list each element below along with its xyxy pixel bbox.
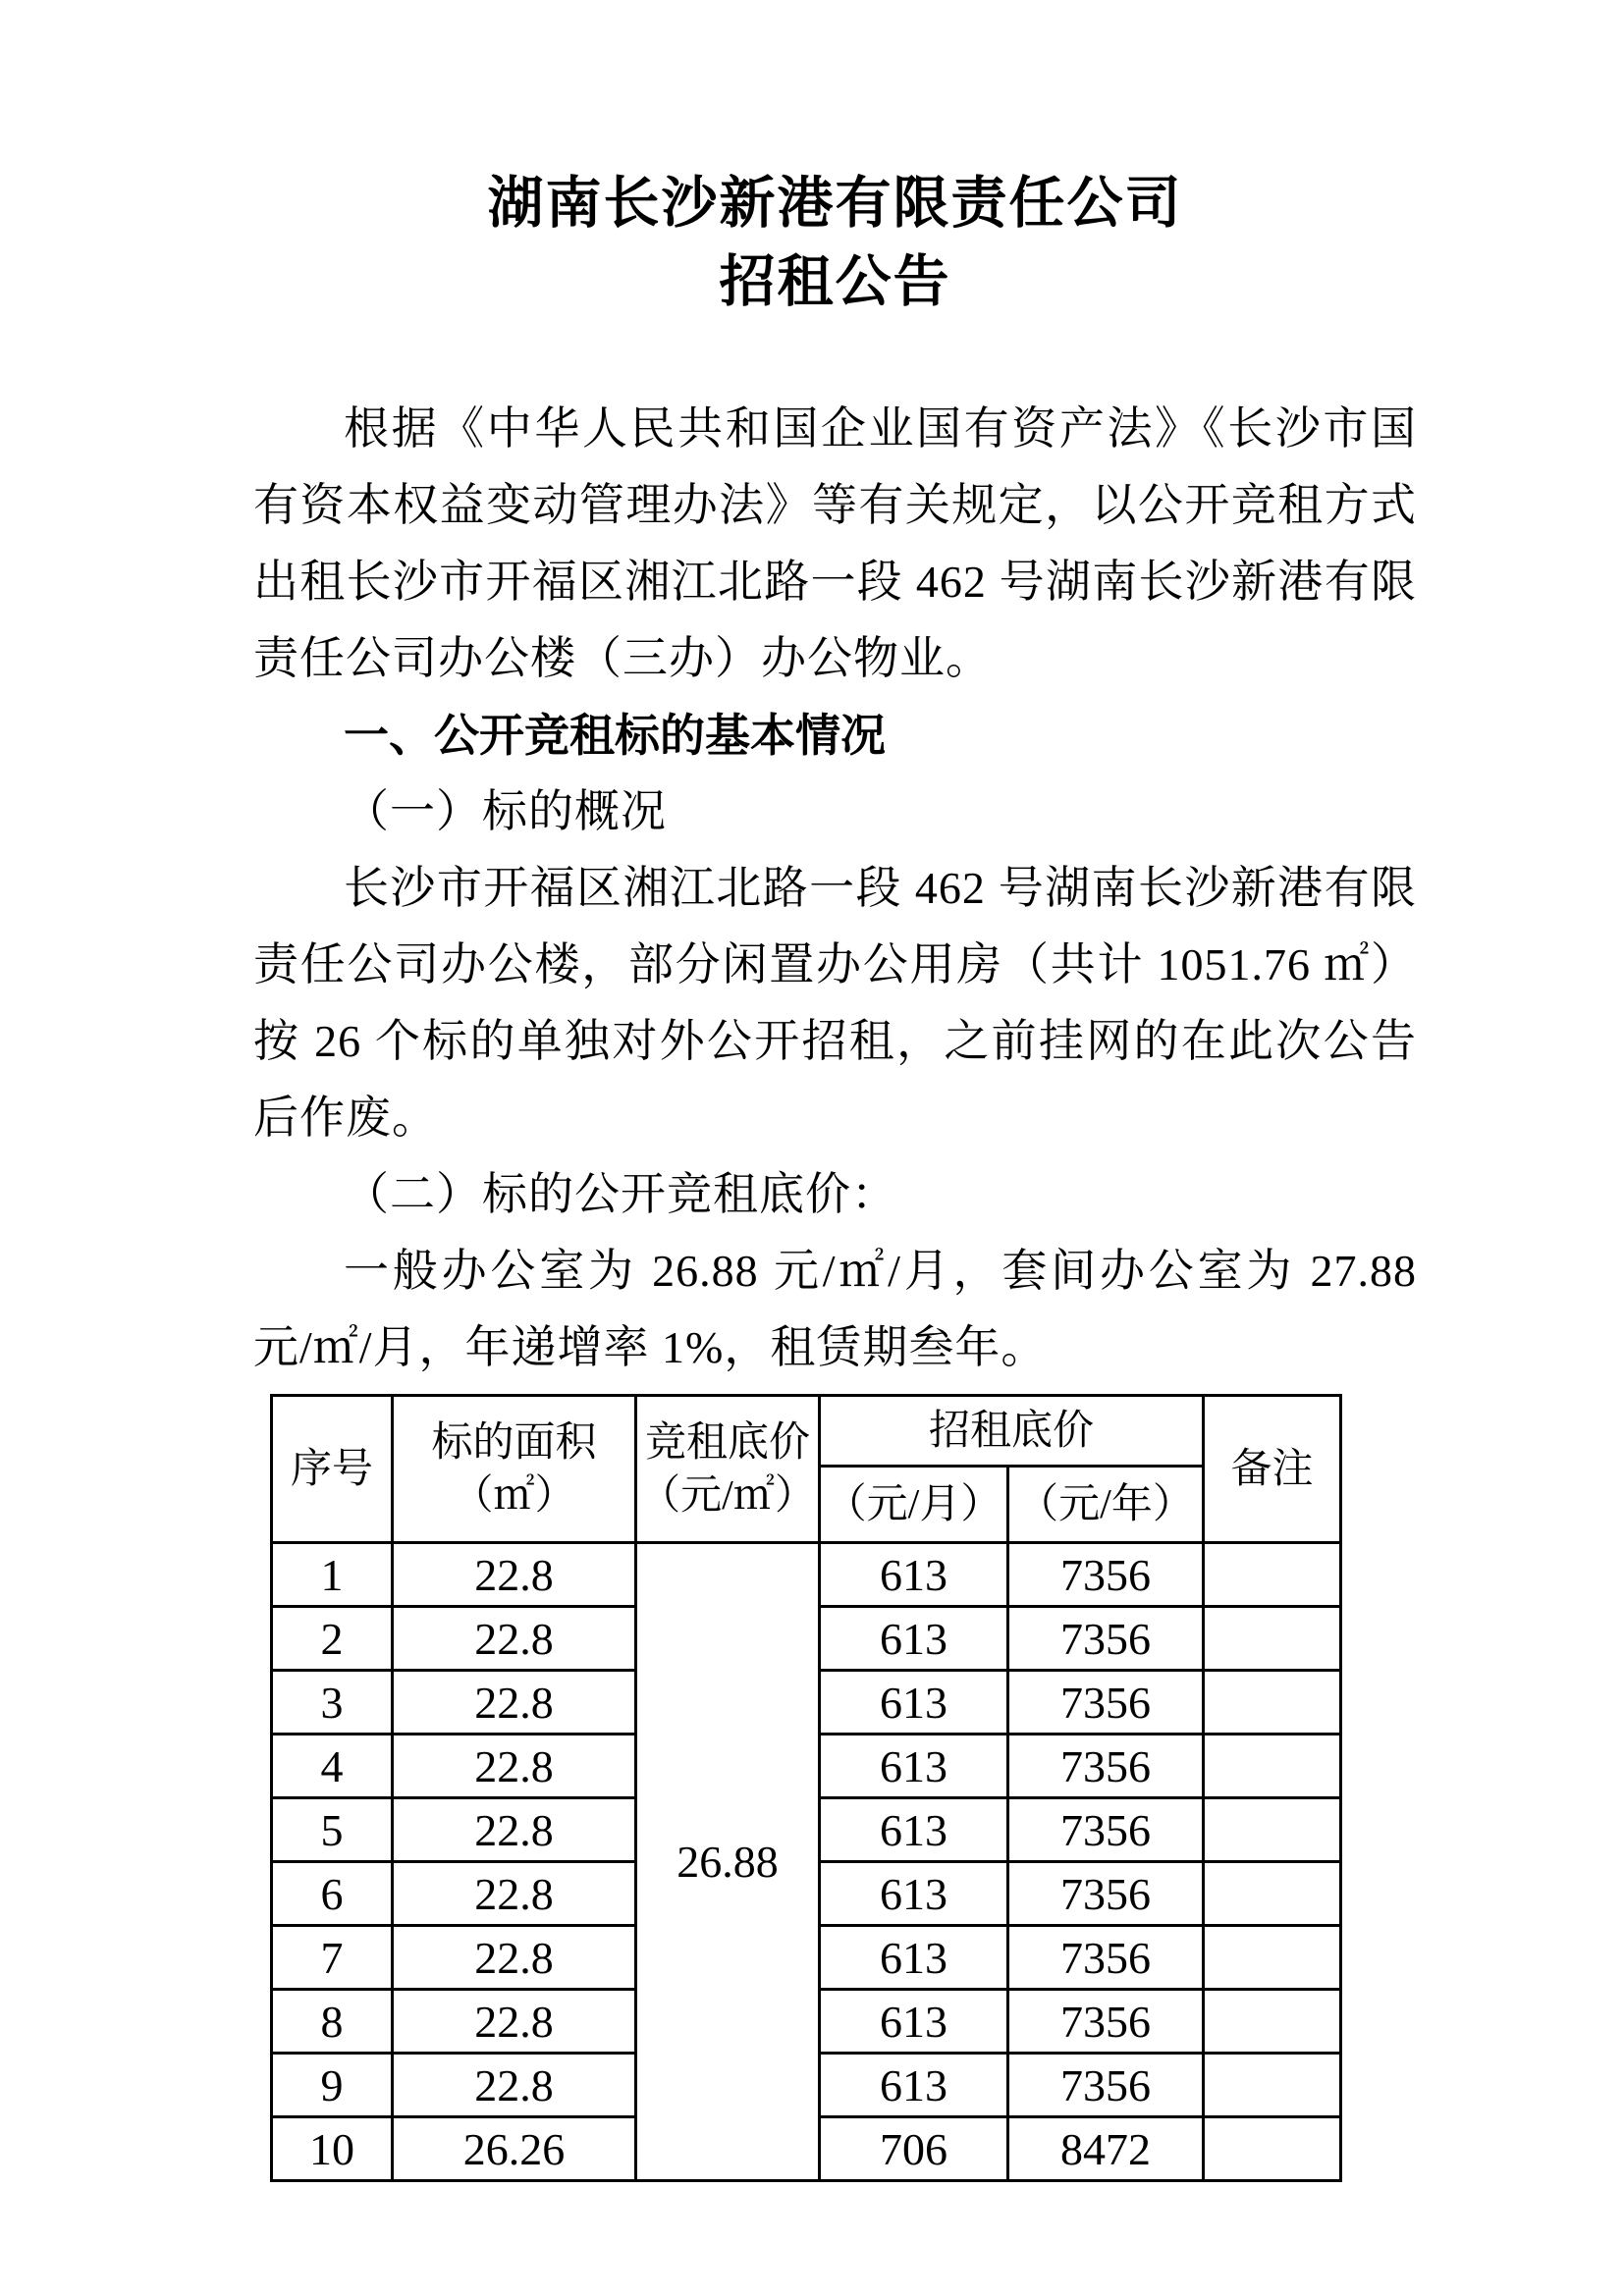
document-title-line1: 湖南长沙新港有限责任公司 <box>487 173 1183 235</box>
subsection2-heading: （二）标的公开竞租底价： <box>344 1169 897 1219</box>
cell-year: 7356 <box>1008 1798 1204 1862</box>
document-title-line2: 招租公告 <box>719 251 951 313</box>
header-rent-month: （元/月） <box>820 1467 1008 1543</box>
cell-month: 613 <box>820 1798 1008 1862</box>
cell-month: 613 <box>820 1862 1008 1926</box>
cell-month: 613 <box>820 1735 1008 1798</box>
cell-base-price-merged: 26.88 <box>636 1543 820 2181</box>
header-area-line1: 标的面积 <box>431 1419 597 1466</box>
subsection2-body: 一般办公室为 26.88 元/㎡/月，套间办公室为 27.88 元/㎡/月，年递增率 1%，租赁期叁年。 <box>253 1246 1417 1372</box>
header-area-line2: （㎡） <box>452 1472 576 1519</box>
header-remark: 备注 <box>1204 1396 1341 1543</box>
cell-month: 613 <box>820 1543 1008 1607</box>
cell-remark <box>1204 1735 1341 1798</box>
cell-year: 7356 <box>1008 2054 1204 2117</box>
subsection1-body: 长沙市开福区湘江北路一段 462 号湖南长沙新港有限责任公司办公楼，部分闲置办公用房（共计 1051.76 ㎡）按 26 个标的单独对外公开招租，之前挂网的在此次公告后作废。 <box>253 863 1417 1143</box>
cell-area: 22.8 <box>393 1990 636 2054</box>
header-area <box>393 1396 636 1543</box>
cell-year: 7356 <box>1008 1990 1204 2054</box>
cell-year: 7356 <box>1008 1543 1204 1607</box>
cell-area: 26.26 <box>393 2117 636 2181</box>
cell-remark <box>1204 2117 1341 2181</box>
cell-seq: 3 <box>272 1671 393 1735</box>
cell-seq: 8 <box>272 1990 393 2054</box>
cell-month: 706 <box>820 2117 1008 2181</box>
cell-seq: 9 <box>272 2054 393 2117</box>
cell-month: 613 <box>820 1926 1008 1990</box>
cell-remark <box>1204 1607 1341 1671</box>
subsection1-heading: （一）标的概况 <box>344 786 667 836</box>
cell-area: 22.8 <box>393 2054 636 2117</box>
cell-year: 7356 <box>1008 1607 1204 1671</box>
intro-paragraph: 根据《中华人民共和国企业国有资产法》《长沙市国有资本权益变动管理办法》等有关规定，以公开竞租方式出租长沙市开福区湘江北路一段 462 号湖南长沙新港有限责任公司办公楼（三办）办公物业。 <box>253 403 1417 683</box>
cell-remark <box>1204 1862 1341 1926</box>
header-seq: 序号 <box>272 1396 393 1543</box>
cell-seq: 5 <box>272 1798 393 1862</box>
cell-area: 22.8 <box>393 1543 636 1607</box>
cell-year: 7356 <box>1008 1735 1204 1798</box>
cell-seq: 2 <box>272 1607 393 1671</box>
table-row <box>272 1543 1341 1607</box>
header-base-price-line2: （元/㎡） <box>639 1472 816 1519</box>
table-header-row-1 <box>272 1396 1341 1467</box>
cell-area: 22.8 <box>393 1607 636 1671</box>
cell-remark <box>1204 1926 1341 1990</box>
cell-seq: 7 <box>272 1926 393 1990</box>
cell-year: 7356 <box>1008 1926 1204 1990</box>
cell-remark <box>1204 2054 1341 2117</box>
header-rent-year: （元/年） <box>1008 1467 1204 1543</box>
rental-lots-table <box>270 1394 1342 2182</box>
cell-year: 7356 <box>1008 1862 1204 1926</box>
section1-heading: 一、公开竞租标的基本情况 <box>344 710 886 761</box>
cell-area: 22.8 <box>393 1862 636 1926</box>
cell-seq: 6 <box>272 1862 393 1926</box>
cell-remark <box>1204 1543 1341 1607</box>
cell-seq: 1 <box>272 1543 393 1607</box>
document-title <box>253 0 1417 322</box>
cell-area: 22.8 <box>393 1671 636 1735</box>
cell-remark <box>1204 1990 1341 2054</box>
cell-month: 613 <box>820 2054 1008 2117</box>
cell-area: 22.8 <box>393 1798 636 1862</box>
cell-area: 22.8 <box>393 1926 636 1990</box>
header-rent-group: 招租底价 <box>820 1396 1204 1467</box>
cell-area: 22.8 <box>393 1735 636 1798</box>
cell-remark <box>1204 1798 1341 1862</box>
cell-seq: 10 <box>272 2117 393 2181</box>
header-base-price <box>636 1396 820 1543</box>
cell-year: 7356 <box>1008 1671 1204 1735</box>
cell-remark <box>1204 1671 1341 1735</box>
cell-month: 613 <box>820 1671 1008 1735</box>
cell-seq: 4 <box>272 1735 393 1798</box>
cell-month: 613 <box>820 1607 1008 1671</box>
header-base-price-line1: 竞租底价 <box>644 1419 810 1466</box>
cell-month: 613 <box>820 1990 1008 2054</box>
cell-year: 8472 <box>1008 2117 1204 2181</box>
